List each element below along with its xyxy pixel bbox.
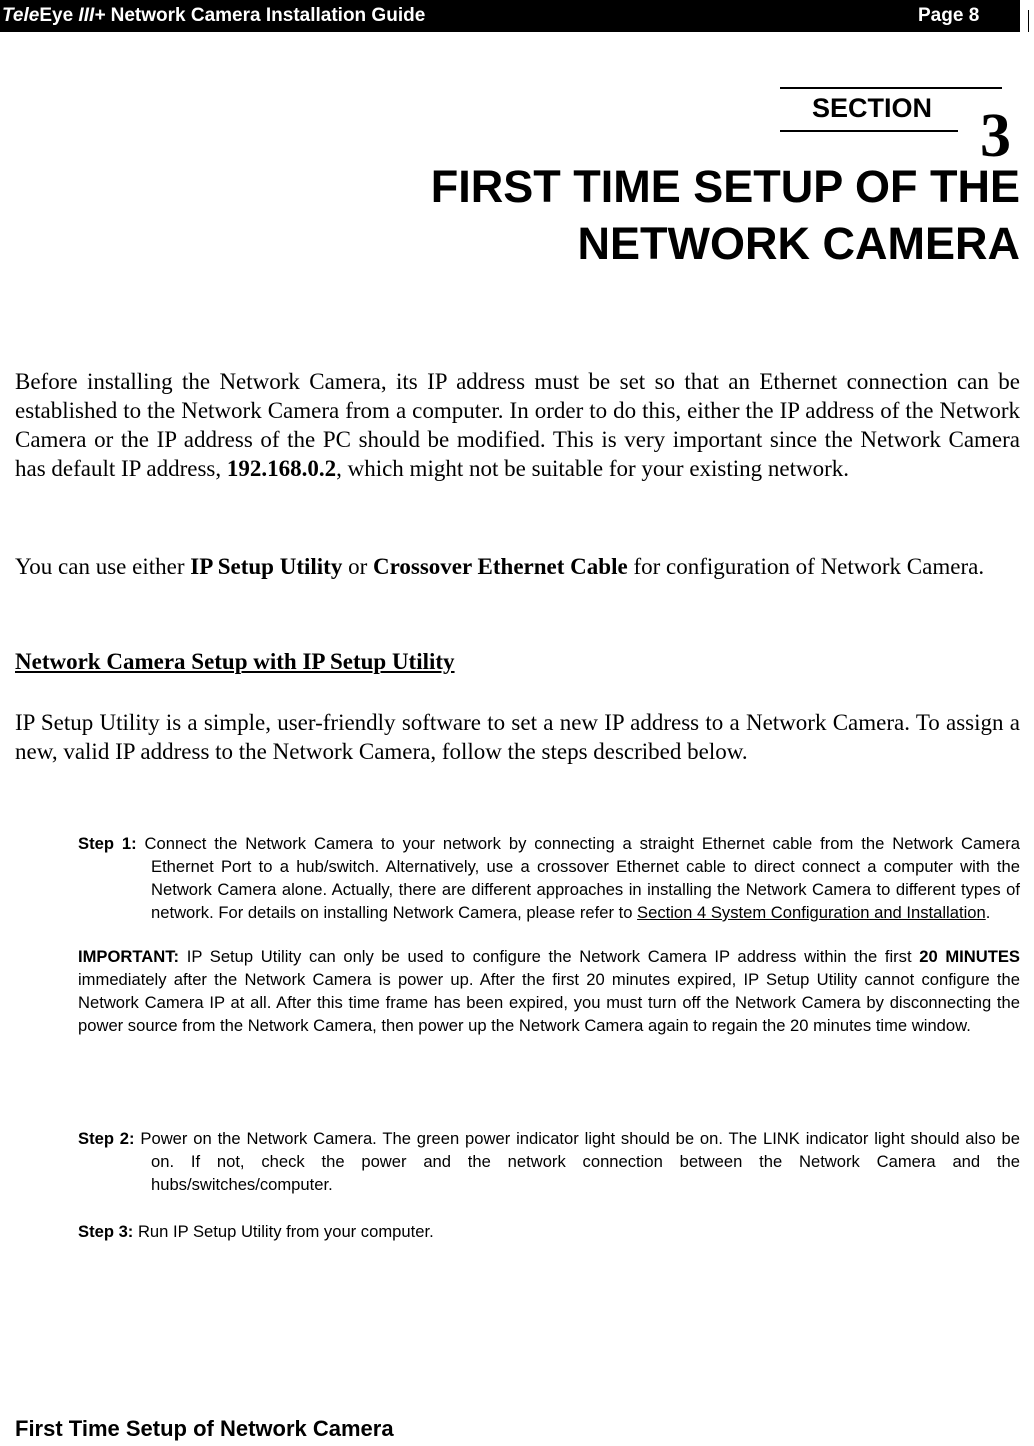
title-line-2: NETWORK CAMERA [577, 218, 1020, 269]
section-label: SECTION [812, 93, 933, 123]
section-rule-top [780, 87, 1002, 89]
default-ip: 192.168.0.2 [226, 456, 337, 481]
header-edge [1018, 0, 1020, 32]
section-4-link[interactable]: Section 4 System Configuration and Installation [637, 903, 986, 922]
section-rule-bottom [780, 130, 958, 132]
section-number: 3 [980, 102, 1011, 170]
page-title [431, 158, 1020, 272]
page-footer: First Time Setup of Network Camera [15, 1416, 394, 1441]
subsection-heading: Network Camera Setup with IP Setup Utility [15, 649, 455, 674]
page-header [0, 0, 1018, 32]
step-1: Step 1: Connect the Network Camera to your network by connecting a straight Ethernet cable from the Network Camera Ethernet Port to a hub/switch. Alternatively, use a crossover Ethernet cable to direct connect a computer with the Network Camera alone. Actually, there are different approaches in installing the Network Camera to different types of network. For details on installing Network Camera, please refer to Section 4 System Configuration and Installation. [78, 834, 1020, 922]
intro-paragraph: Before installing the Network Camera, its IP address must be set so that an Ethernet connection can be established to the Network Camera from a computer. In order to do this, either the IP address of the Network Camera or the IP address of the PC should be modified. This is very important since the Network Camera has default IP address, 192.168.0.2, which might not be suitable for your existing network. [15, 369, 1020, 481]
header-title: TeleEye III+ Network Camera Installation Guide [2, 5, 426, 26]
ip-setup-paragraph: IP Setup Utility is a simple, user-friendly software to set a new IP address to a Network Camera. To assign a new, valid IP address to the Network Camera, follow the steps described below. [15, 710, 1020, 764]
title-line-1: FIRST TIME SETUP OF THE [430, 161, 1020, 212]
step-3: Step 3: Run IP Setup Utility from your computer. [78, 1222, 434, 1241]
step-2: Step 2: Power on the Network Camera. The green power indicator light should be on. The LINK indicator light should also be on. If not, check the power and the network connection between the Network Camera and the hubs/switches/computer. [78, 1129, 1021, 1194]
header-edge-line [1028, 10, 1029, 32]
config-options-paragraph: You can use either IP Setup Utility or Crossover Ethernet Cable for configuration of Network Camera. [15, 554, 985, 579]
page-number: Page 8 [918, 5, 980, 26]
important-note: IMPORTANT: IP Setup Utility can only be used to configure the Network Camera IP address within the first 20 MINUTES immediately after the Network Camera is power up. After the first 20 minutes expired, IP Setup Utility cannot configure the Network Camera IP at all. After this time frame has been expired, you must turn off the Network Camera by disconnecting the power source from the Network Camera, then power up the Network Camera again to regain the 20 minutes time window. [78, 947, 1020, 1035]
